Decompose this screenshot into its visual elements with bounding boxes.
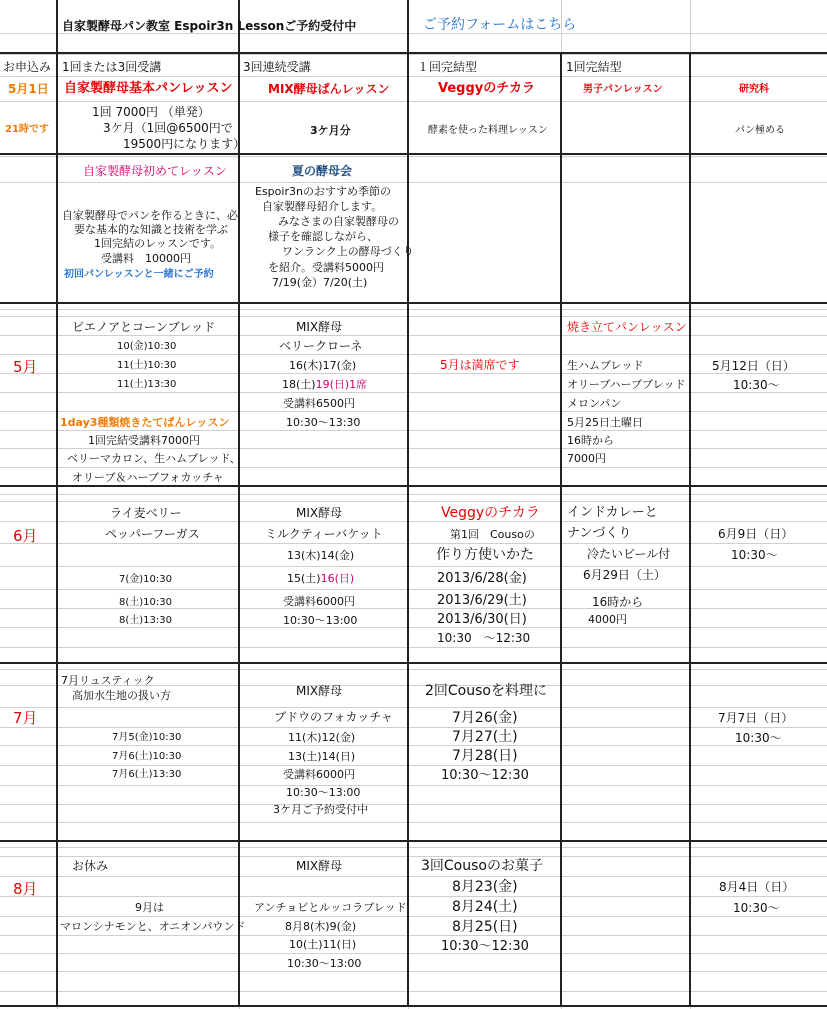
may-danshi-line: 16時から <box>567 434 614 447</box>
grid-row-line <box>0 627 827 628</box>
month-label-july: 7月 <box>13 709 38 727</box>
hajimete-line: 1回完結のレッスンです。 <box>94 237 222 250</box>
grid-row-line <box>0 896 827 897</box>
july-mix-line: 13(土)14(日) <box>288 750 356 763</box>
july-veggy-line: 7月26(金) <box>452 710 518 726</box>
veggy-title: Veggyのチカラ <box>438 81 535 96</box>
june-danshi-line: 冷たいビール付 <box>587 547 671 561</box>
veggy-desc: 酵素を使った料理レッスン <box>428 125 548 136</box>
kenkyu-desc: パン極める <box>735 125 785 136</box>
section-border <box>56 0 58 1007</box>
section-border <box>560 52 562 1007</box>
june-kihon-line: ライ麦ベリー <box>110 506 182 520</box>
july-veggy-title: 2回Cousoを料理に <box>425 683 547 699</box>
july-kihon-line: 高加水生地の扱い方 <box>72 689 171 702</box>
kihon-price-line: 3ケ月（1回@6500円で <box>103 121 233 135</box>
grid-row-line <box>0 876 827 877</box>
kihon-price-line: 1回 7000円 （単発） <box>92 105 210 119</box>
july-mix-line: 受講料6000円 <box>283 768 355 781</box>
grid-row-line <box>0 101 827 102</box>
june-kihon-date: 8(土)13:30 <box>119 615 172 626</box>
july-kenkyu-time: 10:30～ <box>735 731 782 745</box>
grid-row-line <box>0 822 827 823</box>
section-border <box>0 662 827 664</box>
may-kihon-title: ピエノアとコーンブレッド <box>72 320 216 334</box>
natsu-title: 夏の酵母会 <box>292 164 353 178</box>
grid-row-line <box>0 392 827 393</box>
may-kenkyu-time: 10:30～ <box>733 378 780 392</box>
grid-row-line <box>0 647 827 648</box>
danshi-title: 男子パンレッスン <box>583 84 663 95</box>
grid-row-line <box>0 847 827 848</box>
mix-title: MIX酵母ぱんレッスン <box>268 82 390 96</box>
aug-mix-line: 10(土)11(日) <box>289 938 357 951</box>
may-1day-line: 1回完結受講料7000円 <box>88 434 200 447</box>
june-kenkyu-time: 10:30～ <box>731 548 778 562</box>
grid-row-line <box>0 669 827 670</box>
may-veggy-full: 5月は満席です <box>440 358 520 372</box>
june-mix-time: 10:30～13:00 <box>283 614 358 627</box>
aug-mix-line: 10:30～13:00 <box>287 957 362 970</box>
may-danshi-line: メロンパン <box>567 397 622 410</box>
kihon-price-line: 19500円になります） <box>123 137 246 151</box>
kenkyu-title: 研究科 <box>739 84 769 95</box>
aug-veggy-line: 8月24(土) <box>452 899 518 915</box>
grid-row-line <box>0 971 827 972</box>
grid-row-line <box>0 707 827 708</box>
hajimete-title: 自家製酵母初めてレッスン <box>83 164 227 178</box>
may-1day-line: ベリーマカロン、生ハムブレッド、 <box>67 452 241 465</box>
natsu-line: Espoir3nのおすすめ季節の <box>255 185 392 198</box>
aug-kihon-line: お休み <box>72 859 109 873</box>
aug-veggy-title: 3回Cousoのお菓子 <box>421 858 543 874</box>
section-border <box>0 302 827 304</box>
grid-row-line <box>0 54 827 55</box>
hajimete-line: 要な基本的な知識と技術を学ぶ <box>74 223 228 236</box>
grid-row-line <box>0 589 827 590</box>
aug-kenkyu-time: 10:30～ <box>733 901 780 915</box>
grid-row-line <box>0 373 827 374</box>
grid-row-line <box>0 335 827 336</box>
aug-veggy-line: 8月23(金) <box>452 879 518 895</box>
grid-row-line <box>0 156 827 157</box>
june-mix-fee: 受講料6000円 <box>283 595 355 608</box>
may-kihon-date: 11(土)10:30 <box>117 360 177 371</box>
grid-row-line <box>0 467 827 468</box>
grid-row-line <box>0 430 827 431</box>
may-danshi-title: 焼き立てパンレッスン <box>567 320 687 334</box>
grid-row-line <box>0 448 827 449</box>
aug-kihon-line: マロンシナモンと、オニオンパウンド <box>60 920 246 933</box>
aug-kihon-line: 9月は <box>135 901 164 914</box>
june-veggy-line: 作り方使いかた <box>436 547 534 563</box>
june-veggy-line: 2013/6/28(金) <box>437 571 527 586</box>
section-border <box>0 1005 827 1007</box>
may-danshi-line: オリーブハーブブレッド <box>567 378 686 391</box>
may-mix-fee: 受講料6500円 <box>283 397 355 410</box>
grid-row-line <box>0 521 827 522</box>
grid-row-line <box>0 501 827 502</box>
june-danshi-line: 4000円 <box>588 613 627 626</box>
kihon-title: 自家製酵母基本パンレッスン <box>64 81 233 96</box>
section-border <box>0 485 827 487</box>
section-border <box>407 0 409 1007</box>
month-label-june: 6月 <box>13 527 38 545</box>
july-mix-title: MIX酵母 <box>296 684 343 698</box>
july-kihon-line: 7月リュスティック <box>61 674 155 687</box>
mix-term: 3ケ月分 <box>310 124 351 137</box>
may-1day-title: 1day3種類焼きたてぱんレッスン <box>60 416 230 429</box>
aug-mix-line: アンチョビとルッコラブレッド <box>254 901 407 914</box>
section-border <box>0 52 827 54</box>
june-veggy-sub: 第1回 Cousoの <box>450 528 535 541</box>
natsu-line: みなさまの自家製酵母の <box>278 215 399 228</box>
grid-row-line <box>0 785 827 786</box>
july-veggy-line: 10:30～12:30 <box>441 768 529 783</box>
july-mix-subtitle: ブドウのフォカッチャ <box>274 710 393 724</box>
grid-row-line <box>0 856 827 857</box>
may-mix-time: 10:30～13:30 <box>286 416 361 429</box>
natsu-line: を紹介。受講料5000円 <box>268 261 384 274</box>
july-kihon-date: 7月6(土)10:30 <box>112 751 182 762</box>
aug-veggy-line: 8月25(日) <box>452 919 518 935</box>
grid-row-line <box>0 182 827 183</box>
july-mix-line: 10:30～13:00 <box>286 786 361 799</box>
may-mix-subtitle: ベリークローネ <box>279 339 363 353</box>
may-danshi-line: 生ハムブレッド <box>567 359 644 372</box>
aug-kenkyu-date: 8月4日（日） <box>719 880 795 894</box>
apply-time: 21時です <box>5 124 49 135</box>
may-kihon-date: 10(金)10:30 <box>117 341 177 352</box>
june-danshi-line: 6月29日（土） <box>583 568 666 582</box>
grid-row-line <box>0 727 827 728</box>
grid-row-line <box>0 316 827 317</box>
june-danshi-line: ナンづくり <box>567 526 632 541</box>
july-veggy-line: 7月27(土) <box>452 729 518 745</box>
june-danshi-line: 16時から <box>592 595 644 609</box>
aug-mix-line: 8月8(木)9(金) <box>285 920 357 933</box>
july-kenkyu-date: 7月7日（日） <box>718 711 794 725</box>
june-danshi-line: インドカレーと <box>567 505 658 520</box>
may-1day-line: オリーブ＆ハーブフォカッチャ <box>72 471 224 484</box>
month-label-may: 5月 <box>13 358 38 376</box>
aug-veggy-line: 10:30～12:30 <box>441 939 529 954</box>
june-kihon-date: 7(金)10:30 <box>119 574 172 585</box>
veggy-kind: １回完結型 <box>417 60 478 74</box>
grid-row-line <box>0 543 827 544</box>
may-kihon-date: 11(土)13:30 <box>117 379 177 390</box>
natsu-line: ワンランク上の酵母づくり <box>282 245 414 258</box>
natsu-line: 自家製酵母紹介します。 <box>262 200 383 213</box>
section-border <box>689 52 691 1007</box>
kihon-kind: 1回または3回受講 <box>62 60 162 74</box>
july-mix-line: 11(木)12(金) <box>288 731 356 744</box>
grid-row-line <box>0 309 827 310</box>
june-mix-subtitle: ミルクティーバケット <box>265 527 383 541</box>
july-veggy-line: 7月28(日) <box>452 748 518 764</box>
grid-row-line <box>0 953 827 954</box>
july-kihon-date: 7月5(金)10:30 <box>112 732 182 743</box>
hajimete-line: 自家製酵母でパンを作るときに、必 <box>62 209 238 222</box>
mix-kind: 3回連続受講 <box>243 60 311 74</box>
reservation-form-link[interactable]: ご予約フォームはこちら <box>423 17 577 33</box>
may-mix-title: MIX酵母 <box>296 320 343 334</box>
june-kihon-line: ペッパーフーガス <box>105 527 200 541</box>
grid-row-line <box>0 935 827 936</box>
natsu-line: 7/19(金）7/20(土) <box>272 276 368 289</box>
june-veggy-line: 2013/6/29(土) <box>437 593 527 608</box>
grid-row-line <box>0 765 827 766</box>
june-veggy-line: 2013/6/30(日) <box>437 612 527 627</box>
danshi-kind: 1回完結型 <box>566 60 622 74</box>
may-danshi-line: 5月25日土曜日 <box>567 416 643 429</box>
june-kihon-date: 8(土)10:30 <box>119 597 172 608</box>
natsu-line: 様子を確認しながら、 <box>268 230 378 243</box>
month-label-aug: 8月 <box>13 880 38 898</box>
apply-label: お申込み <box>3 60 52 74</box>
grid-row-line <box>0 566 827 567</box>
apply-date: 5月1日 <box>8 82 49 96</box>
grid-row-line <box>0 804 827 805</box>
june-veggy-line: 10:30 ～12:30 <box>437 631 531 645</box>
section-border <box>0 153 827 155</box>
may-danshi-line: 7000円 <box>567 452 606 465</box>
june-mix-date: 13(木)14(金) <box>287 549 355 562</box>
grid-row-line <box>0 916 827 917</box>
june-mix-title: MIX酵母 <box>296 506 343 520</box>
june-mix-date: 15(土)16(日) <box>287 572 355 585</box>
section-border <box>0 840 827 842</box>
grid-row-line <box>0 494 827 495</box>
july-kihon-date: 7月6(土)13:30 <box>112 769 182 780</box>
grid-row-line <box>0 991 827 992</box>
may-kenkyu-date: 5月12日（日） <box>712 359 795 373</box>
grid-row-line <box>0 745 827 746</box>
page-title: 自家製酵母パン教室 Espoir3n Lessonご予約受付中 <box>62 19 357 33</box>
grid-row-line <box>0 354 827 355</box>
may-mix-date: 18(土)19(日)1席 <box>282 378 368 391</box>
aug-mix-title: MIX酵母 <box>296 859 343 873</box>
hajimete-line: 受講料 10000円 <box>101 252 191 265</box>
grid-row-line <box>0 411 827 412</box>
may-mix-date: 16(木)17(金) <box>289 359 357 372</box>
june-kenkyu-date: 6月9日（日） <box>718 527 794 541</box>
grid-row-line <box>0 76 827 77</box>
june-veggy-title: Veggyのチカラ <box>441 505 540 521</box>
hajimete-note: 初回パンレッスンと一緒にご予約 <box>64 269 214 280</box>
july-mix-line: 3ケ月ご予約受付中 <box>273 803 368 816</box>
